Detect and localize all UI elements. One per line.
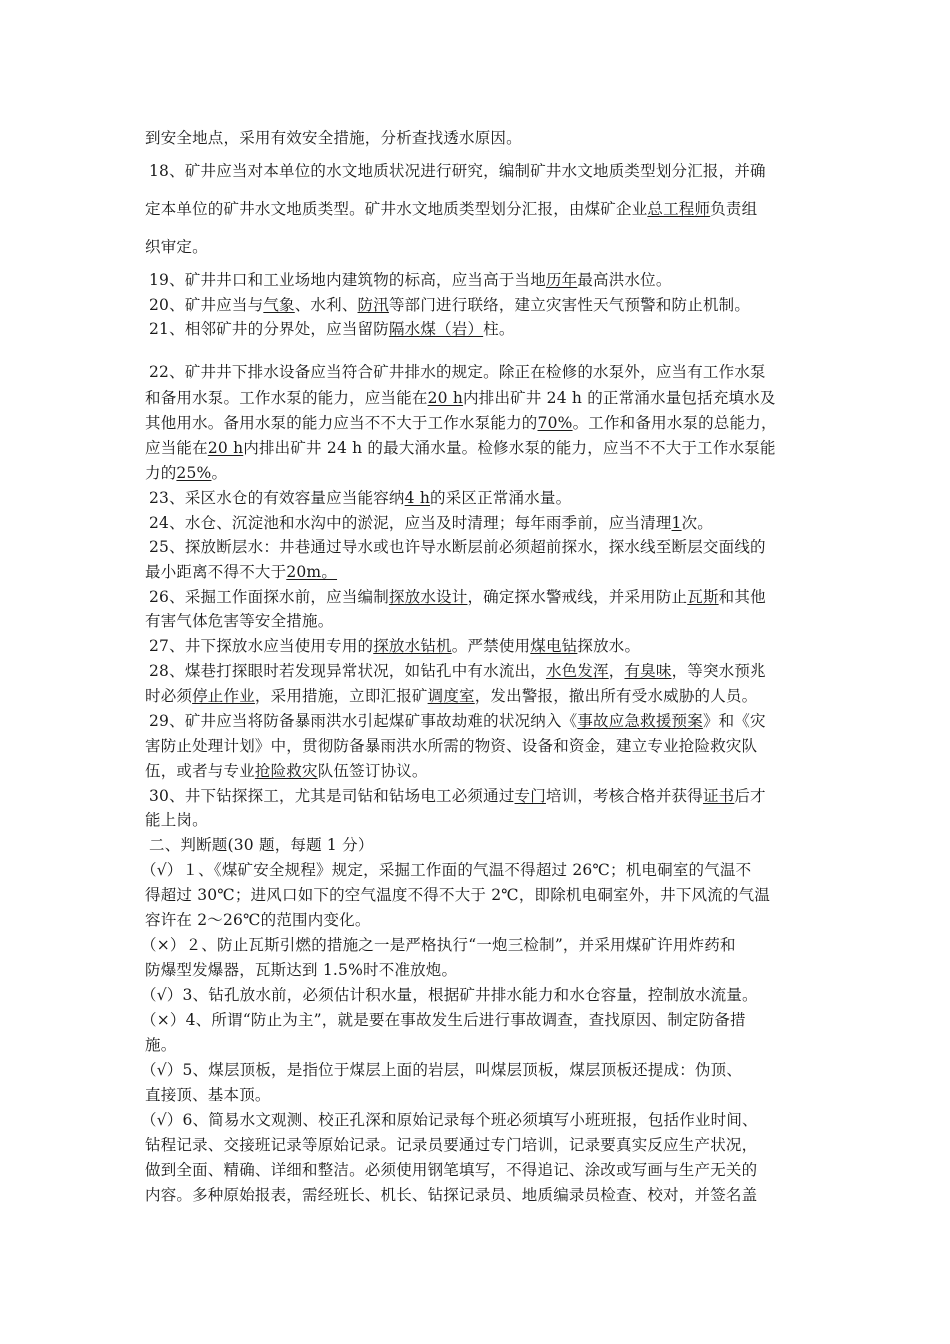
answer-underline: 停止作业 — [192, 687, 255, 705]
text-line: 力的25%。 — [145, 464, 228, 482]
text-line: （×）4、所谓“防止为主”，就是要在事故发生后进行事故调查，查找原因、制定防备措 — [141, 1011, 746, 1029]
text-line: 20、矿井应当与气象、水利、防汛等部门进行联络，建立灾害性天气预警和防止机制。 — [149, 296, 751, 314]
answer-underline: 70% — [537, 414, 573, 432]
section-heading: 二、判断题(30 题，每题 1 分） — [149, 836, 374, 854]
text-line: 应当能在20 h内排出矿井 24 h 的最大涌水量。检修水泵的能力，应当不不大于工作水泵能 — [145, 439, 776, 457]
text-line: 18、矿井应当对本单位的水文地质状况进行研究，编制矿井水文地质类型划分汇报，并确 — [149, 162, 766, 180]
answer-underline: 20 h — [207, 439, 244, 457]
text-line: 时必须停止作业，采用措施，立即汇报矿调度室，发出警报，撤出所有受水威胁的人员。 — [145, 687, 758, 705]
text-line: 21、相邻矿井的分界处，应当留防隔水煤（岩）柱。 — [149, 320, 515, 338]
text-line: 19、矿井井口和工业场地内建筑物的标高，应当高于当地历年最高洪水位。 — [149, 271, 672, 289]
answer-underline: 历年 — [545, 271, 578, 289]
answer-underline: 抢险救灾 — [254, 762, 318, 780]
text-line: 伍，或者与专业抢险救灾队伍签订协议。 — [145, 762, 428, 780]
text-line: 施。 — [145, 1036, 177, 1054]
text-line: 27、井下探放水应当使用专用的探放水钻机。严禁使用煤电钻探放水。 — [149, 637, 641, 655]
text-line: 害防止处理计划》中，贯彻防备暴雨洪水所需的物资、设备和资金，建立专业抢险救灾队 — [145, 737, 758, 755]
text-line: （√）5、煤层顶板，是指位于煤层上面的岩层，叫煤层顶板，煤层顶板还提成：伪顶、 — [141, 1061, 743, 1079]
answer-underline: 25% — [176, 464, 212, 482]
text-line: 防爆型发爆器，瓦斯达到 1.5%时不准放炮。 — [145, 961, 458, 979]
text-line: （×）２、防止瓦斯引燃的措施之一是严格执行“一炮三检制”，并采用煤矿许用炸药和 — [141, 936, 736, 954]
text-line: 做到全面、精确、详细和整洁。必须使用钢笔填写，不得追记、涂改或写画与生产无关的 — [145, 1161, 758, 1179]
text-line: 钻程记录、交接班记录等原始记录。记录员要通过专门培训，记录要真实反应生产状况， — [145, 1136, 758, 1154]
answer-underline: 事故应急救援预案 — [577, 712, 703, 730]
answer-underline: 探放水钻机 — [373, 637, 452, 655]
answer-underline: 1 — [671, 514, 682, 532]
text-line: （√）3、钻孔放水前，必须估计积水量，根据矿井排水能力和水仓容量，控制放水流量。 — [141, 986, 758, 1004]
text-line: 25、探放断层水：井巷通过导水或也许导水断层前必须超前探水，探水线至断层交面线的 — [149, 538, 766, 556]
answer-underline: 20m。 — [286, 563, 338, 581]
text-line: 23、采区水仓的有效容量应当能容纳4 h的采区正常涌水量。 — [149, 489, 572, 507]
text-line: （√）6、简易水文观测、校正孔深和原始记录每个班必须填写小班班报，包括作业时间、 — [141, 1111, 758, 1129]
text-line: 定本单位的矿井水文地质类型。矿井水文地质类型划分汇报，由煤矿企业总工程师负责组 — [145, 200, 758, 218]
answer-underline: 专门 — [514, 787, 546, 805]
text-line: 得超过 30℃；进风口如下的空气温度不得不大于 2℃，即除机电硐室外，井下风流的气温 — [145, 886, 771, 904]
answer-underline: 证书 — [702, 787, 735, 805]
text-line: 能上岗。 — [145, 811, 208, 829]
answer-underline: 20 h — [427, 389, 464, 407]
answer-underline: 瓦斯 — [687, 588, 719, 606]
text-line: （√）１、《煤矿安全规程》规定，采掘工作面的气温不得超过 26℃；机电硐室的气温不 — [141, 861, 752, 879]
answer-underline: 调度室 — [427, 687, 475, 705]
text-line: 有害气体危害等安全措施。 — [145, 612, 334, 630]
text-line: 24、水仓、沉淀池和水沟中的淤泥，应当及时清理；每年雨季前，应当清理1次。 — [149, 514, 713, 532]
text-line: 其他用水。备用水泵的能力应当不不大于工作水泵能力的70%。工作和备用水泵的总能力， — [145, 414, 777, 432]
text-line: 22、矿井井下排水设备应当符合矿井排水的规定。除正在检修的水泵外，应当有工作水泵 — [149, 363, 766, 381]
answer-underline: 4 h — [404, 489, 430, 507]
answer-underline: 防汛 — [357, 296, 389, 314]
text-line: 织审定。 — [145, 238, 208, 256]
text-line: 容许在 2～26℃的范围内变化。 — [145, 911, 371, 929]
answer-underline: 有臭味 — [624, 662, 672, 680]
text-line: 29、矿井应当将防备暴雨洪水引起煤矿事故劫难的状况纳入《事故应急救援预案》和《灾 — [149, 712, 766, 730]
answer-underline: 隔水煤（岩） — [388, 320, 484, 338]
answer-underline: 探放水设计 — [388, 588, 468, 606]
text-line: 30、井下钻探探工，尤其是司钻和钻场电工必须通过专门培训，考核合格并获得证书后才 — [149, 787, 766, 805]
answer-underline: 煤电钻 — [530, 637, 578, 655]
text-line: 最小距离不得不大于20m。 — [145, 563, 338, 581]
answer-underline: 水色发浑 — [545, 662, 609, 680]
answer-underline: 气象 — [263, 296, 295, 314]
answer-underline: 总工程师 — [647, 200, 711, 218]
text-line: 28、煤巷打探眼时若发现异常状况，如钻孔中有水流出，水色发浑，有臭味，等突水预兆 — [149, 662, 766, 680]
text-line: 到安全地点，采用有效安全措施，分析查找透水原因。 — [145, 129, 522, 147]
text-line: 和备用水泵。工作水泵的能力，应当能在20 h内排出矿井 24 h 的正常涌水量包括充填水及 — [145, 389, 776, 407]
text-line: 26、采掘工作面探水前，应当编制探放水设计，确定探水警戒线，并采用防止瓦斯和其他 — [149, 588, 766, 606]
text-line: 直接顶、基本顶。 — [145, 1086, 271, 1104]
text-line: 内容。多种原始报表，需经班长、机长、钻探记录员、地质编录员检查、校对，并签名盖 — [145, 1186, 758, 1204]
